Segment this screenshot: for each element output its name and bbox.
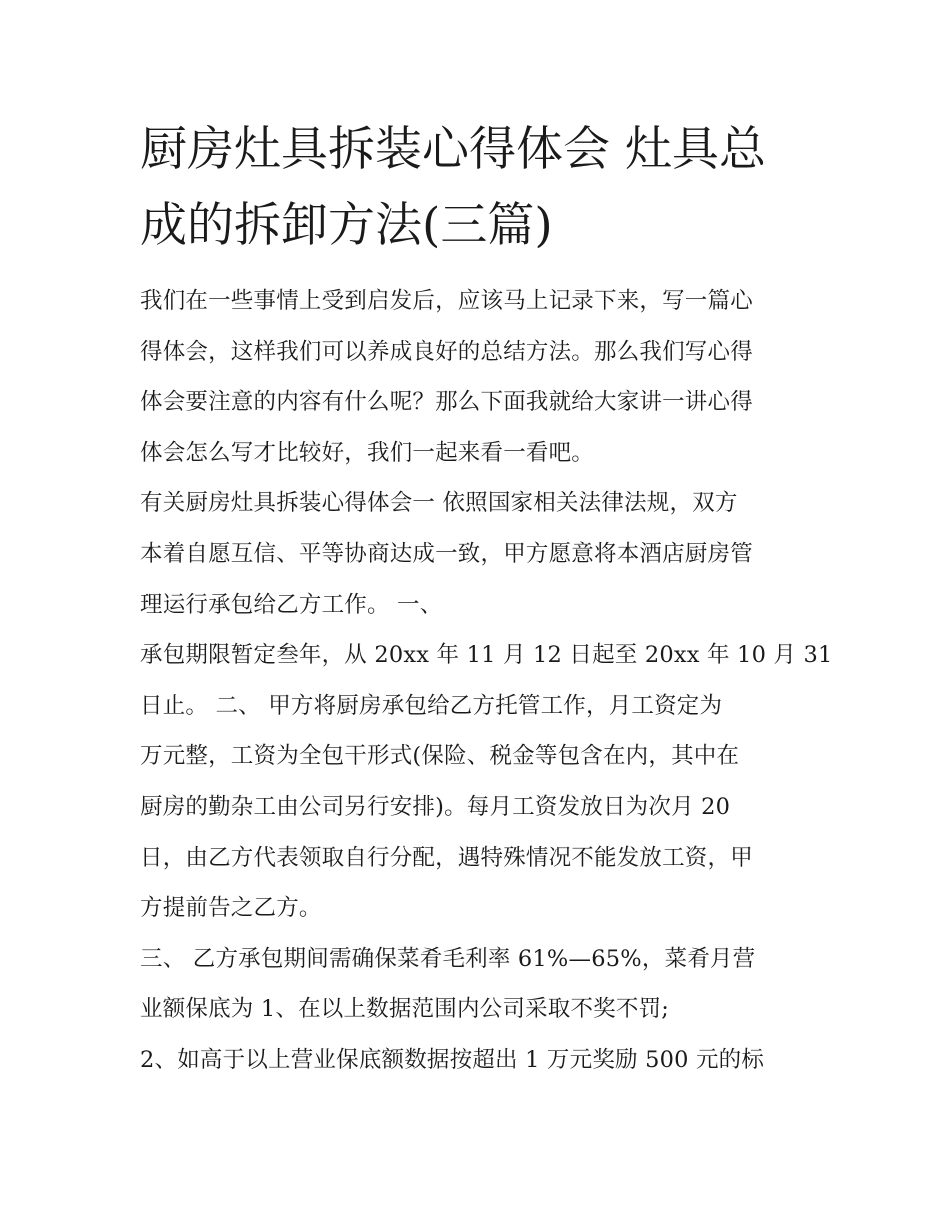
title-line-2: 成的拆卸方法(三篇) xyxy=(140,198,553,253)
body-line: 厨房的勤杂工由公司另行安排)。每月工资发放日为次月 20 xyxy=(140,793,731,820)
body-line: 业额保底为 1、在以上数据范围内公司采取不奖不罚; xyxy=(140,996,670,1023)
body-line: 日止。 二、 甲方将厨房承包给乙方托管工作，月工资定为 xyxy=(140,692,723,719)
body-line: 体会要注意的内容有什么呢？那么下面我就给大家讲一讲心得 xyxy=(140,389,753,416)
body-line: 得体会，这样我们可以养成良好的总结方法。那么我们写心得 xyxy=(140,338,753,365)
document-body xyxy=(140,276,833,1086)
body-line: 日，由乙方代表领取自行分配，遇特殊情况不能发放工资，甲 xyxy=(140,844,753,871)
body-line: 有关厨房灶具拆装心得体会一 依照国家相关法律法规，双方 xyxy=(140,490,738,517)
body-line: 我们在一些事情上受到启发后，应该马上记录下来，写一篇心 xyxy=(140,288,753,314)
document-title xyxy=(140,112,820,264)
body-line: 2、如高于以上营业保底额数据按超出 1 万元奖励 500 元的标 xyxy=(140,1046,765,1073)
title-line-1: 厨房灶具拆装心得体会 灶具总 xyxy=(140,122,766,177)
body-line: 承包期限暂定叁年，从 20xx 年 11 月 12 日起至 20xx 年 10 月 31 xyxy=(140,642,833,669)
body-line: 体会怎么写才比较好，我们一起来看一看吧。 xyxy=(140,439,595,466)
body-line: 本着自愿互信、平等协商达成一致，甲方愿意将本酒店厨房管 xyxy=(140,540,753,567)
body-line: 理运行承包给乙方工作。 一、 xyxy=(140,591,443,618)
body-line: 万元整，工资为全包干形式(保险、税金等包含在内，其中在 xyxy=(140,743,740,770)
body-line: 三、 乙方承包期间需确保菜肴毛利率 61%—65%，菜肴月营 xyxy=(140,945,756,972)
body-line: 方提前告之乙方。 xyxy=(140,895,322,922)
